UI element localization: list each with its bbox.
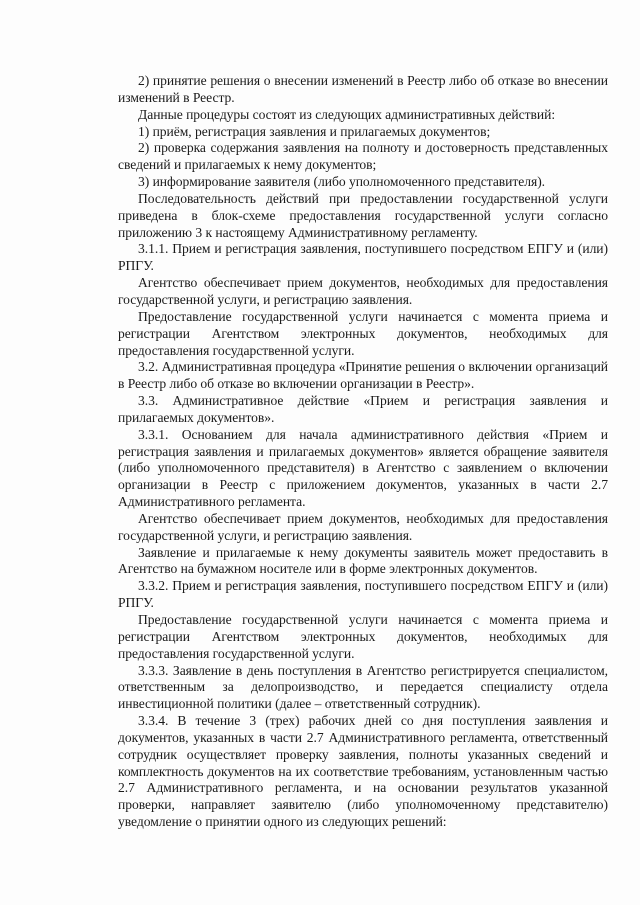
paragraph-service-start-1: Предоставление государственной услуги начинается с момента приема и регистрации Агентством электронных документов, необходимых для предоставления государственной услуги. [118, 308, 608, 358]
paragraph-3-3-4: 3.3.4. В течение 3 (трех) рабочих дней со дня поступления заявления и документов, указанных в части 2.7 Административного регламента, ответственный сотрудник осуществляет проверку заявления, полноты указанных сведений и комплектность документов на их соответствие требованиям, установленным частью 2.7 Административного регламента, и на основании результатов указанной проверки, направляет заявителю (либо уполномоченному представителю) уведомление о принятии одного из следующих решений: [118, 713, 608, 830]
paragraph-step-3: 3) информирование заявителя (либо уполномоченного представителя). [138, 174, 546, 190]
document-body [118, 73, 608, 831]
paragraph-3-3-1: 3.3.1. Основанием для начала административного действия «Прием и регистрация заявления и прилагаемых документов» является обращение заявителя (либо уполномоченного представителя) в Агентство с заявлением о включении организации в Реестр с приложением документов, указанных в части 2.7 Административного регламента. [118, 426, 608, 510]
paragraph-3-2: 3.2. Административная процедура «Принятие решения о включении организаций в Реестр либо об отказе во включении организации в Реестр». [118, 359, 608, 392]
paragraph-service-start-2: Предоставление государственной услуги начинается с момента приема и регистрации Агентством электронных документов, необходимых для предоставления государственной услуги. [118, 612, 608, 661]
paragraph-paper-or-electronic: Заявление и прилагаемые к нему документы заявитель может предоставить в Агентство на бумажном носителе или в форме электронных документов. [118, 544, 608, 577]
paragraph-3-1-1: 3.1.1. Прием и регистрация заявления, поступившего посредством ЕПГУ и (или) РПГУ. [118, 241, 608, 274]
paragraph-step-1: 1) приём, регистрация заявления и прилагаемых документов; [138, 123, 491, 139]
paragraph-3-3-3: 3.3.3. Заявление в день поступления в Агентство регистрируется специалистом, ответственным за делопроизводство, и передается специалисту отдела инвестиционной политики (далее – ответственный сотрудник). [118, 662, 608, 712]
paragraph-3-3-2: 3.3.2. Прием и регистрация заявления, поступившего посредством ЕПГУ и (или) РПГУ. [118, 578, 608, 611]
paragraph-agency-ensures-1: Агентство обеспечивает прием документов, необходимых для предоставления государственной услуги, и регистрацию заявления. [118, 275, 608, 307]
paragraph-3-3: 3.3. Административное действие «Прием и регистрация заявления и прилагаемых документов». [118, 393, 608, 425]
paragraph-procedures-intro: Данные процедуры состоят из следующих административных действий: [138, 106, 556, 122]
paragraph-sequence: Последовательность действий при предоставлении государственной услуги приведена в блок-схеме предоставления государственной услуги согласно приложению 3 к настоящему Административному регламенту. [118, 190, 608, 240]
paragraph-step-2: 2) проверка содержания заявления на полноту и достоверность представленных сведений и прилагаемых к нему документов; [118, 140, 608, 173]
paragraph-item2-decision: 2) принятие решения о внесении изменений в Реестр либо об отказе во внесении изменений в Реестр. [118, 73, 608, 105]
paragraph-agency-ensures-2: Агентство обеспечивает прием документов, необходимых для предоставления государственной услуги, и регистрацию заявления. [118, 510, 608, 543]
